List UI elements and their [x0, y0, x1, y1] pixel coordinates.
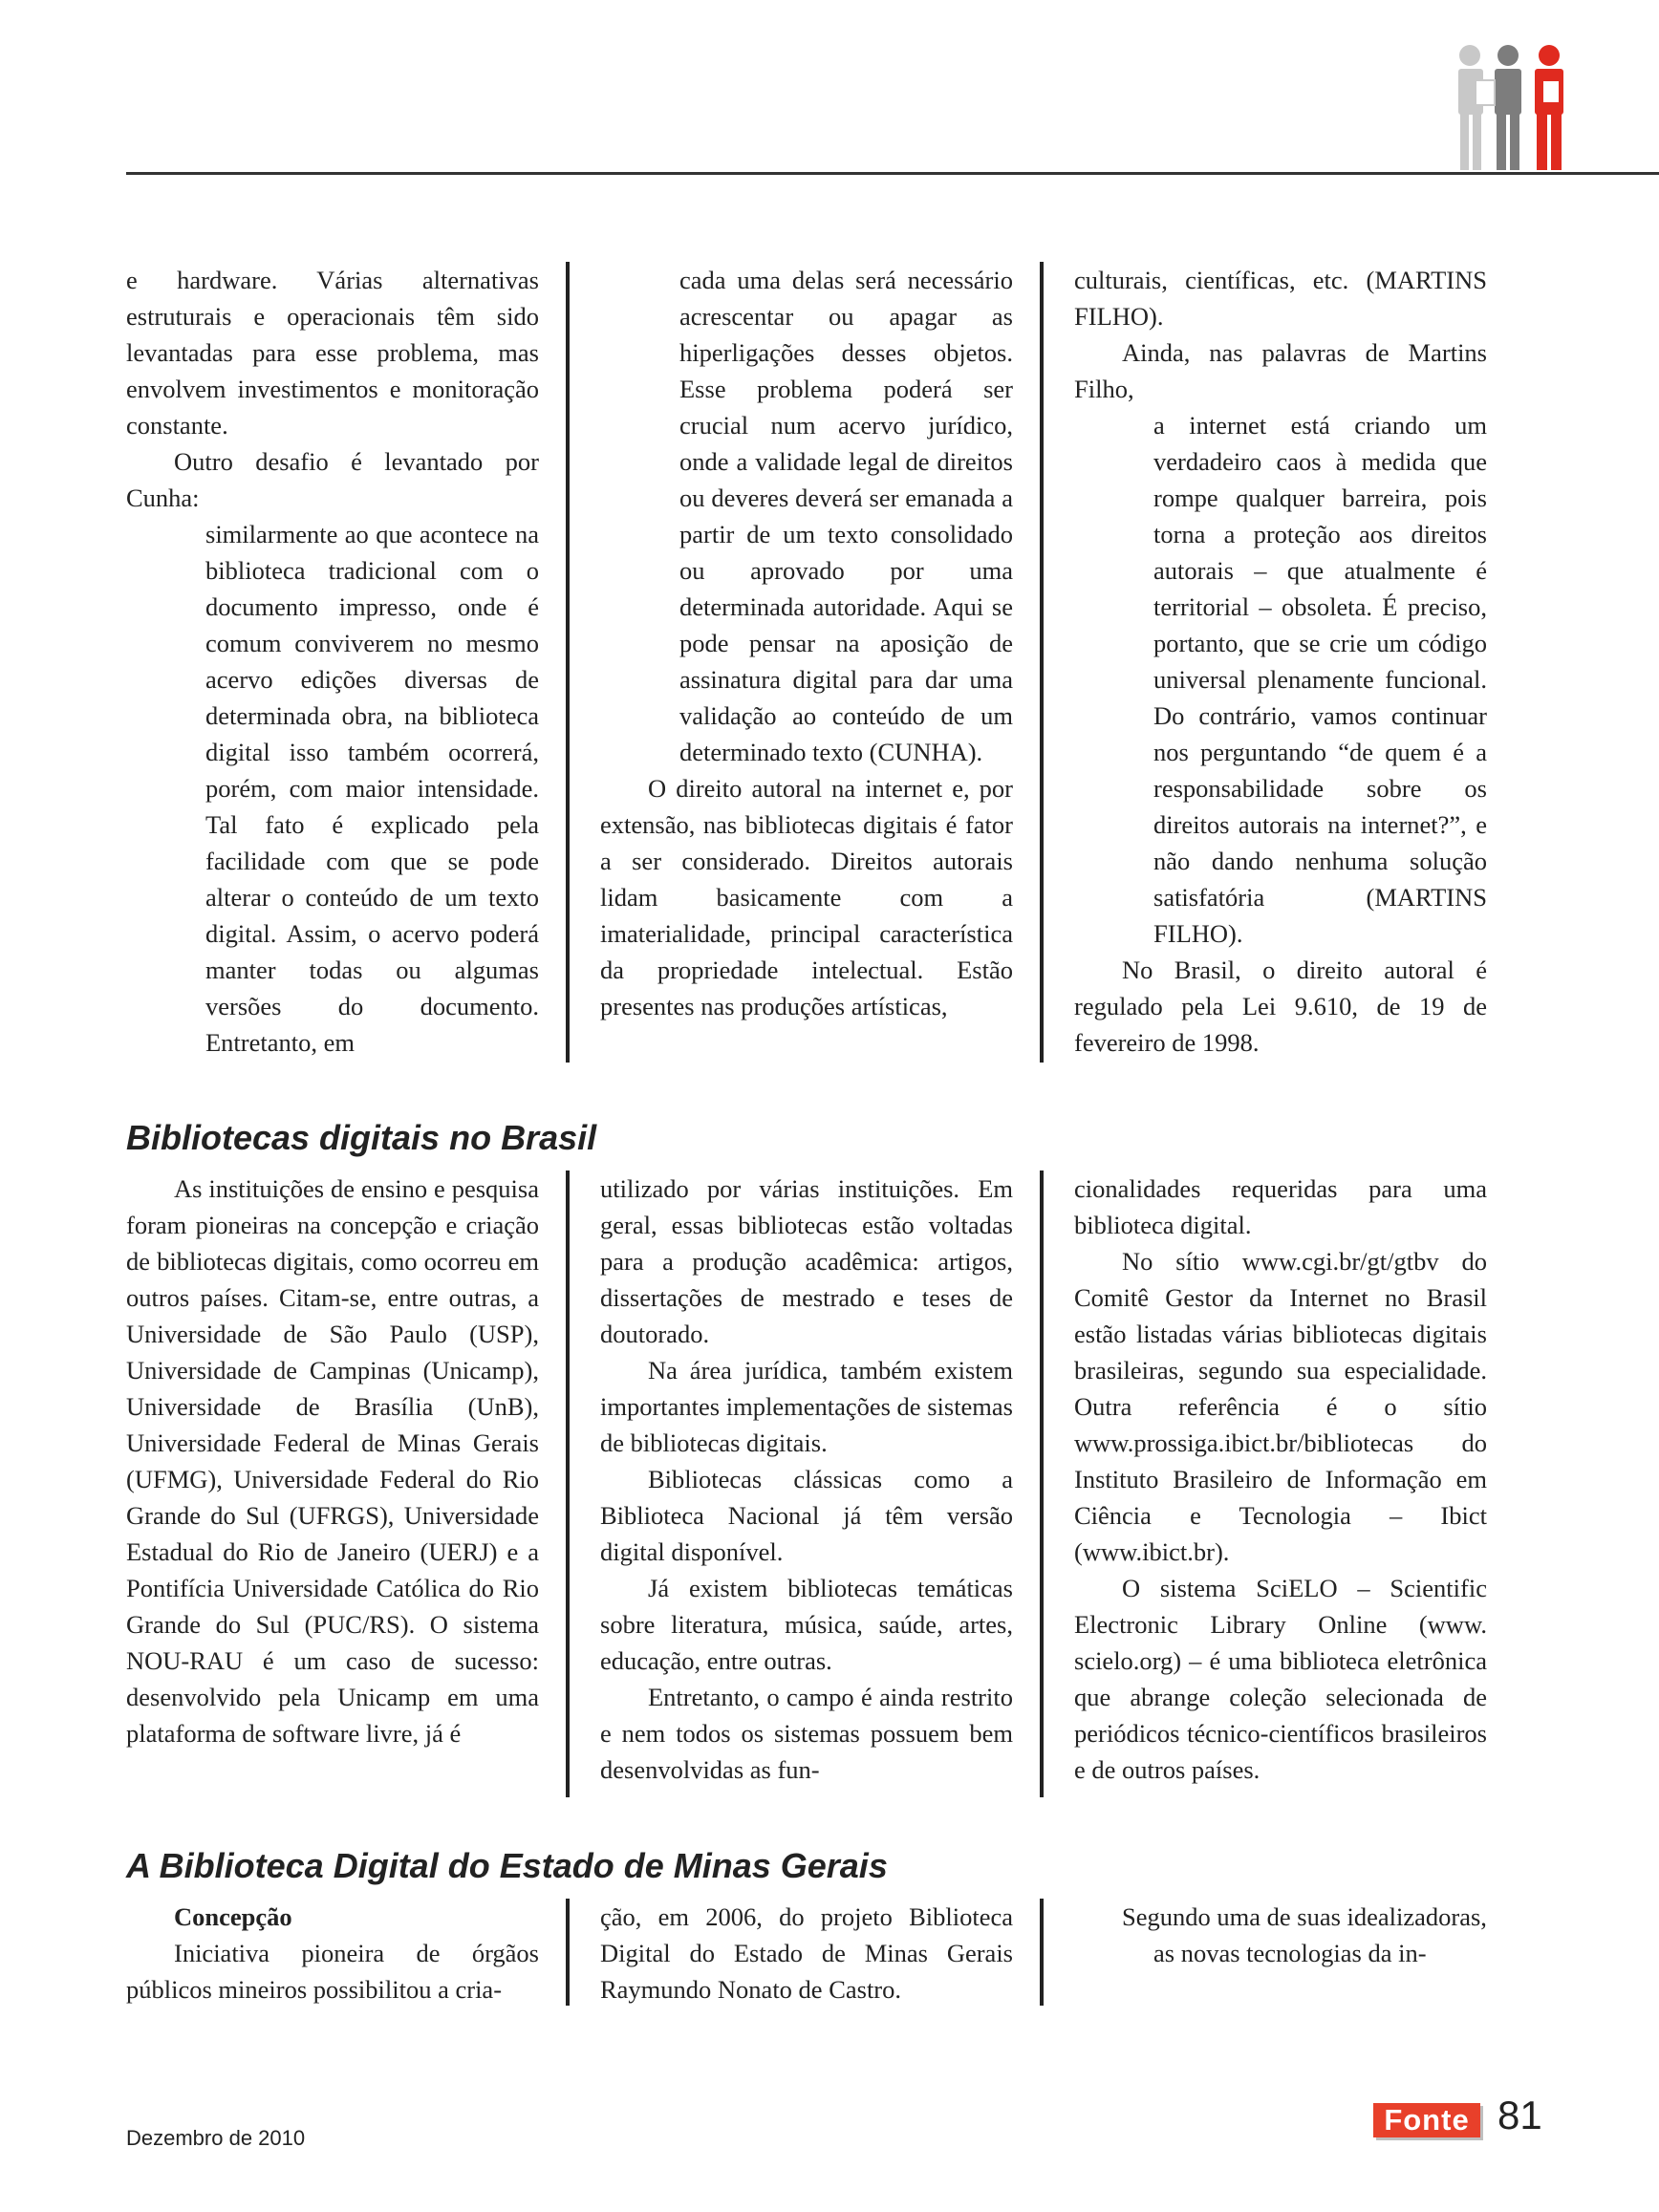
paragraph: O sistema SciELO – Scientific Electronic Library Online (www. scielo.org) – é uma biblioteca eletrônica que abrange coleção selecionada de periódicos técnico-científicos brasileiros e de outros países.	[1074, 1574, 1487, 1784]
paragraph: Entretanto, o campo é ainda restrito e nem todos os sistemas possuem bem desenvolvidas as fun-	[600, 1683, 1013, 1784]
column-2	[600, 1170, 1013, 1788]
column-3	[1074, 1170, 1487, 1788]
section-heading: A Biblioteca Digital do Estado de Minas Gerais	[126, 1846, 888, 1885]
paragraph: culturais, científicas, etc. (MARTINS FILHO).	[1074, 266, 1487, 331]
paragraph: utilizado por várias instituições. Em geral, essas bibliotecas estão voltadas para a produção acadêmica: artigos, dissertações de mestrado e teses de doutorado.	[600, 1174, 1013, 1348]
block-quote: similarmente ao que acontece na biblioteca tradicional com o documento impresso, onde é comum conviverem no mesmo acervo edições diversas de determinada obra, na biblioteca digital isso também ocorrerá, porém, com maior intensidade. Tal fato é explicado pela facilidade com que se pode alterar o conteúdo de um texto digital. Assim, o acervo poderá manter todas ou algumas versões do documento. Entretanto, em	[205, 520, 539, 1057]
column-1	[126, 1899, 539, 2008]
paragraph: O direito autoral na internet e, por extensão, nas bibliotecas digitais é fator a ser considerado. Direitos autorais lidam basicamente com a imaterialidade, principal característica da propriedade intelectual. Estão presentes nas produções artísticas,	[600, 774, 1013, 1020]
column-1	[126, 1170, 539, 1751]
block-quote: a internet está criando um verdadeiro caos à medida que rompe qualquer barreira, pois torna a proteção aos direitos autorais – que atualmente é territorial – obsoleta. É preciso, portanto, que se crie um código universal plenamente funcional. Do contrário, vamos continuar nos perguntando “de quem é a responsabilidade sobre os direitos autorais na internet?”, e não dando nenhuma solução satisfatória (MARTINS FILHO).	[1153, 411, 1487, 948]
paragraph: Segundo uma de suas idealizadoras,	[1122, 1902, 1487, 1931]
block-quote: cada uma delas será necessário acrescentar ou apagar as hiperligações desses objetos. Esse problema poderá ser crucial num acervo jurídico, onde a validade legal de direitos ou deveres deverá ser emanada a partir de um texto consolidado ou aprovado por uma determinada autoridade. Aqui se pode pensar na aposição de assinatura digital para dar uma validação ao conteúdo de um determinado texto (CUNHA).	[679, 266, 1013, 766]
column-divider	[1040, 262, 1044, 1063]
paragraph: No sítio www.cgi.br/gt/gtbv do Comitê Gestor da Internet no Brasil estão listadas várias bibliotecas digitais brasileiras, segundo sua especialidade. Outra referência é o sítio www.prossiga.ibict.br/bibliotecas do Instituto Brasileiro de Informação em Ciência e Tecnologia – Ibict (www.ibict.br).	[1074, 1247, 1487, 1566]
page-number: 81	[1497, 2093, 1542, 2137]
paragraph: Ainda, nas palavras de Martins Filho,	[1074, 338, 1487, 403]
column-1	[126, 262, 539, 1061]
paragraph: Já existem bibliotecas temáticas sobre literatura, música, saúde, artes, educação, entre outras.	[600, 1574, 1013, 1675]
subheading: Concepção	[174, 1902, 292, 1931]
column-2	[600, 1899, 1013, 2008]
paragraph: Iniciativa pioneira de órgãos públicos mineiros possibilitou a cria-	[126, 1939, 539, 2004]
article-section-1	[126, 262, 1487, 1064]
block-quote: as novas tecnologias da in-	[1153, 1939, 1427, 1967]
column-divider	[566, 262, 570, 1063]
paragraph: No Brasil, o direito autoral é regulado pela Lei 9.610, de 19 de fevereiro de 1998.	[1074, 956, 1487, 1057]
section-heading: Bibliotecas digitais no Brasil	[126, 1118, 597, 1157]
column-divider	[1040, 1899, 1044, 2006]
paragraph: ção, em 2006, do projeto Biblioteca Digital do Estado de Minas Gerais Raymundo Nonato de Castro.	[600, 1902, 1013, 2004]
paragraph: As instituições de ensino e pesquisa foram pioneiras na concepção e criação de bibliotecas digitais, como ocorreu em outros países. Citam-se, entre outras, a Universidade de São Paulo (USP), Universidade de Campinas (Unicamp), Universidade de Brasília (UnB), Universidade Federal de Minas Gerais (UFMG), Universidade Federal do Rio Grande do Sul (UFRGS), Universidade Estadual do Rio de Janeiro (UERJ) e a Pontifícia Universidade Católica do Rio Grande do Sul (PUC/RS). O sistema NOU-RAU é um caso de sucesso: desenvolvido pela Unicamp em uma plataforma de software livre, já é	[126, 1174, 539, 1748]
column-2	[600, 262, 1013, 1024]
column-3	[1074, 1899, 1487, 1971]
people-figures-icon	[1449, 42, 1583, 174]
column-divider	[1040, 1170, 1044, 1797]
column-divider	[566, 1899, 570, 2006]
paragraph: e hardware. Várias alternativas estruturais e operacionais têm sido levantadas para esse problema, mas envolvem investimentos e monitoração constante.	[126, 266, 539, 440]
paragraph: Na área jurídica, também existem importantes implementações de sistemas de bibliotecas digitais.	[600, 1356, 1013, 1457]
magazine-logo: Fonte	[1373, 2103, 1480, 2137]
article-section-3	[126, 1899, 1487, 2006]
paragraph: Bibliotecas clássicas como a Biblioteca Nacional já têm versão digital disponível.	[600, 1465, 1013, 1566]
column-3	[1074, 262, 1487, 1061]
issue-date: Dezembro de 2010	[126, 2126, 306, 2150]
paragraph: cionalidades requeridas para uma biblioteca digital.	[1074, 1174, 1487, 1239]
article-section-2	[126, 1170, 1487, 1797]
header-rule	[126, 172, 1659, 175]
column-divider	[566, 1170, 570, 1797]
paragraph: Outro desafio é levantado por Cunha:	[126, 447, 539, 512]
